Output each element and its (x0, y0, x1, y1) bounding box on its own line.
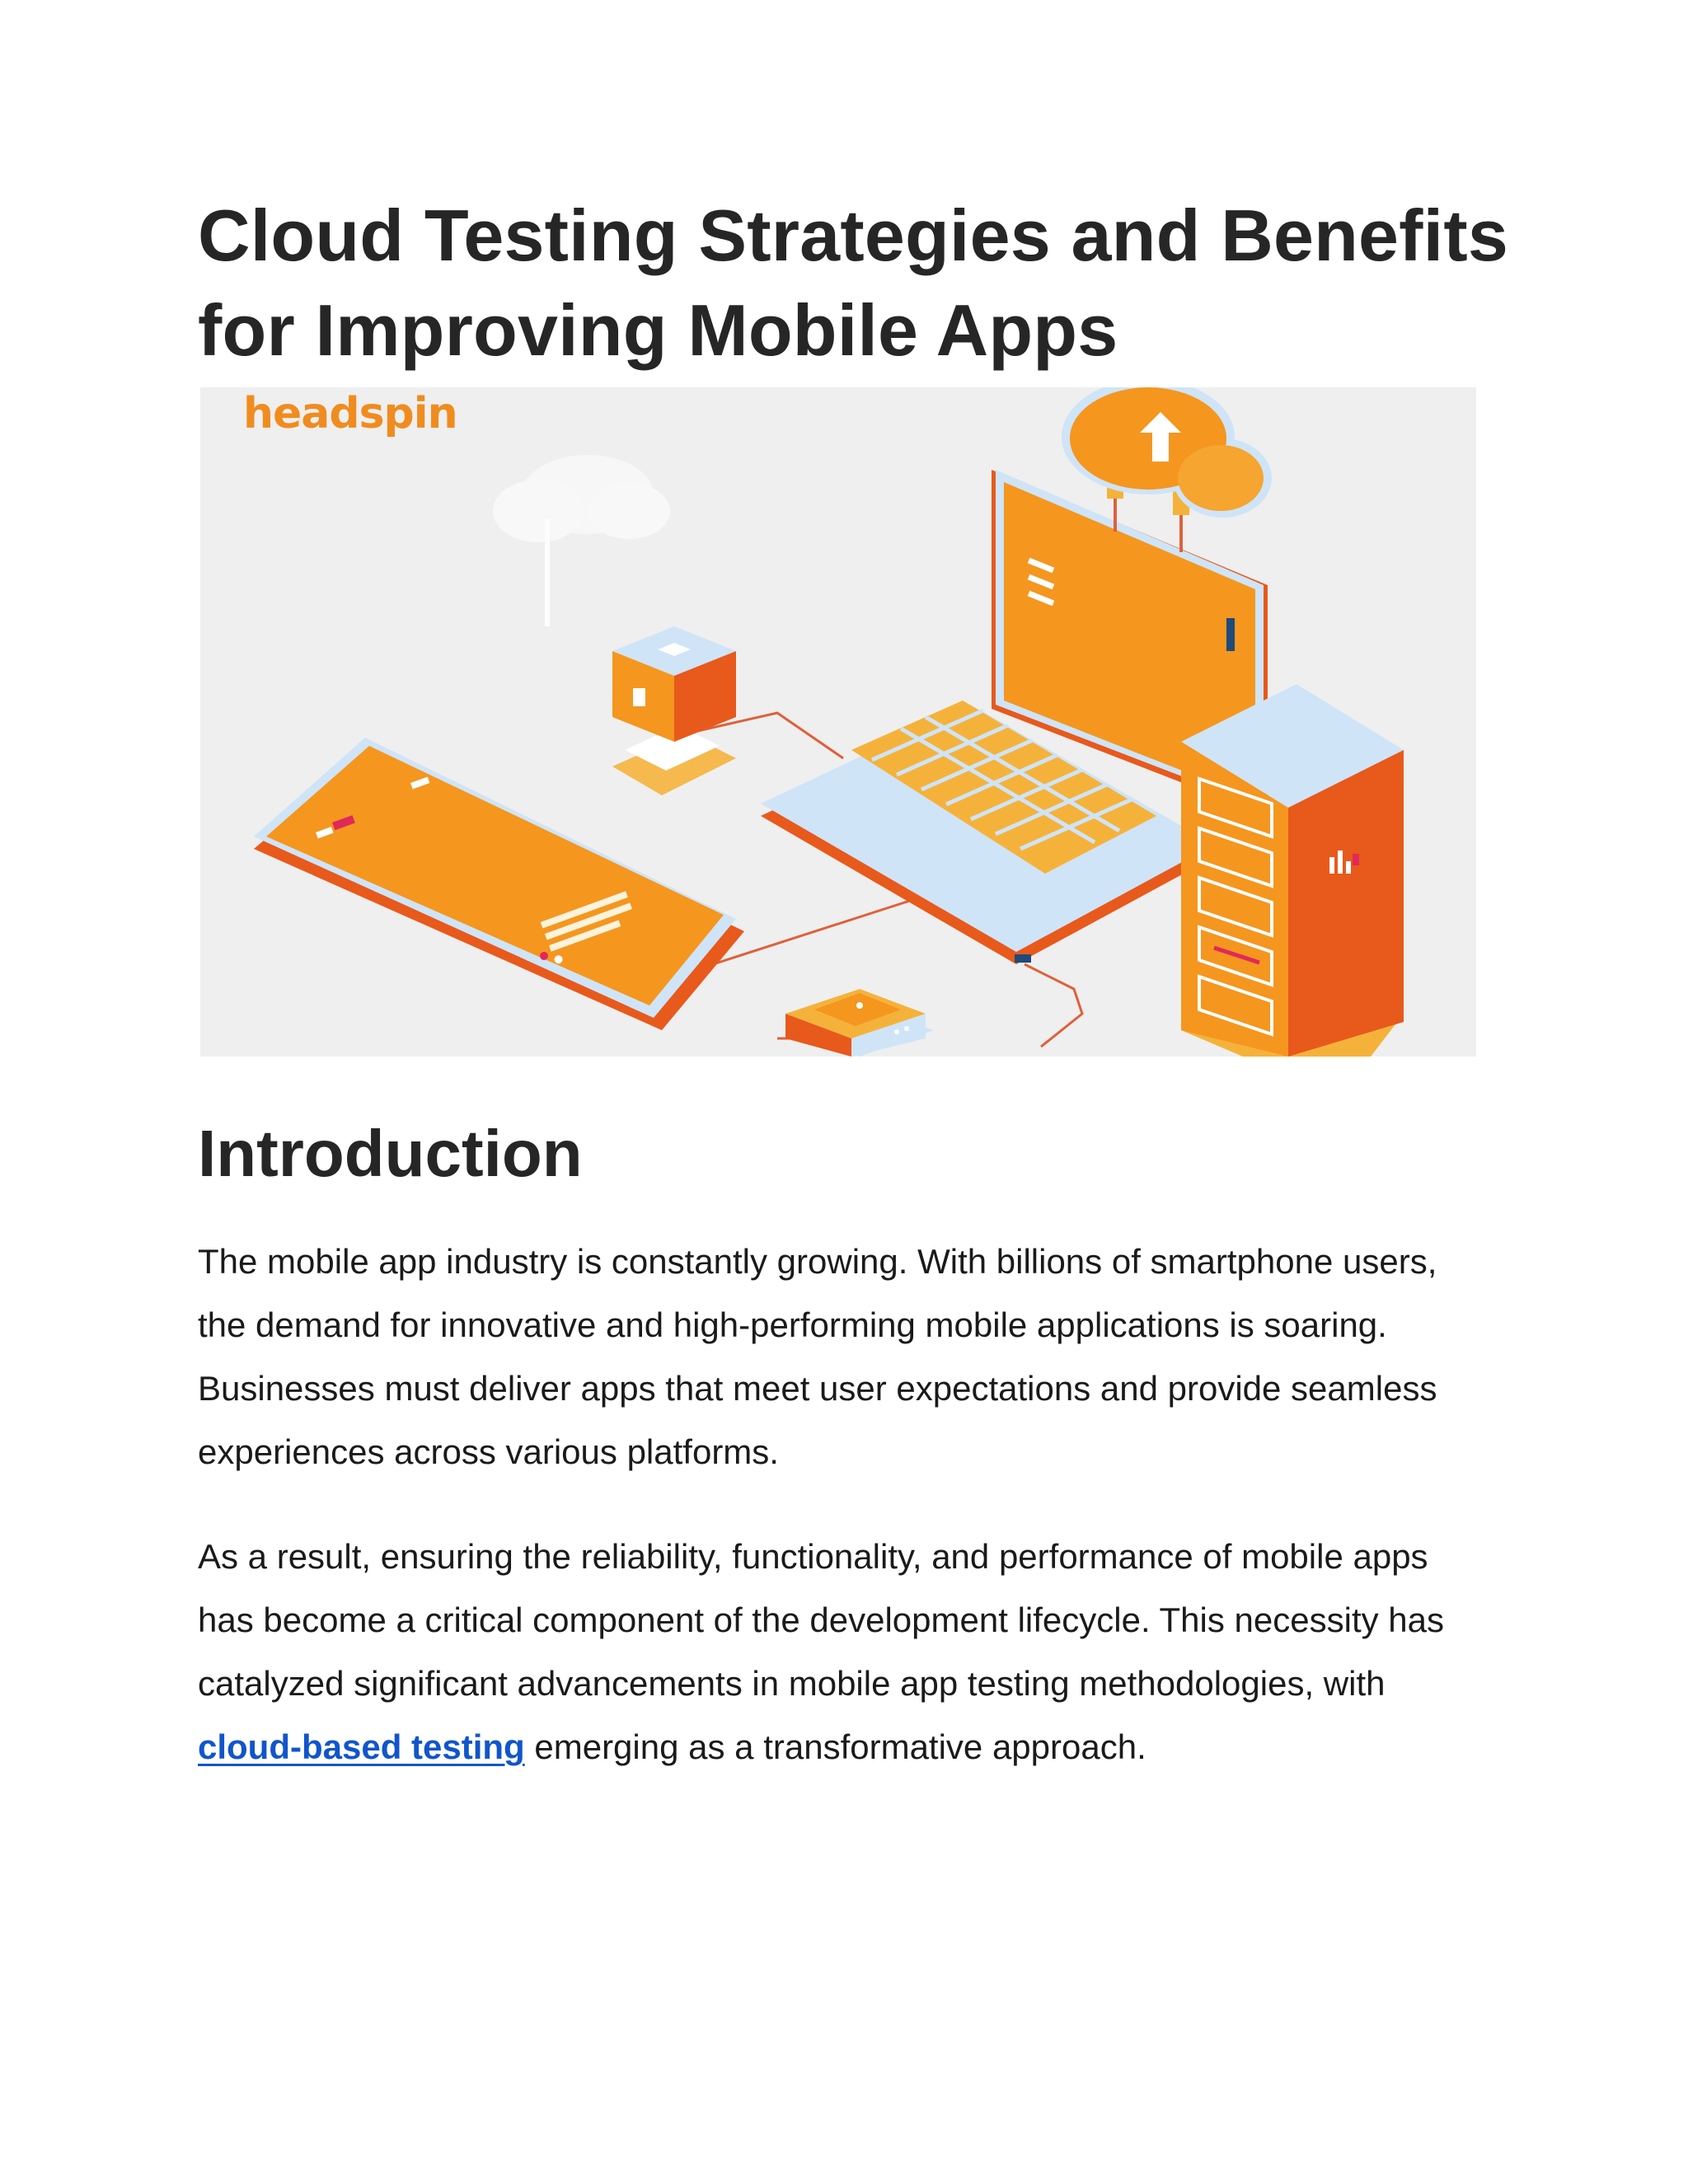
server-rack-icon (1181, 684, 1404, 1057)
router-icon (785, 989, 934, 1057)
article-title: Cloud Testing Strategies and Benefits for Improving Mobile Apps (198, 194, 1508, 371)
paragraph-text: emerging as a transformative approach. (524, 1727, 1146, 1766)
section-heading-introduction: Introduction (198, 1117, 583, 1190)
cloud-based-testing-link[interactable]: cloud-based testing (198, 1727, 525, 1766)
faint-cloud-icon (493, 455, 670, 626)
cube-node-icon (612, 626, 736, 795)
hero-illustration (200, 387, 1476, 1057)
paragraph-text: As a result, ensuring the reliability, functionality, and performance of mobile apps has become a critical component of the development lifecycle. This necessity has catalyzed significant advancements in mobile app testing methodologies, with (198, 1537, 1444, 1703)
intro-paragraph-1: The mobile app industry is constantly growing. With billions of smartphone users, the demand for innovative and high-performing mobile applications is soaring. Businesses must deliver apps that meet user expectations and provide seamless experiences across various platforms. (198, 1242, 1437, 1471)
intro-paragraph-2 (198, 1525, 1484, 1779)
headspin-logo: headspin (243, 389, 457, 438)
hero-illustration-svg (200, 387, 1476, 1057)
